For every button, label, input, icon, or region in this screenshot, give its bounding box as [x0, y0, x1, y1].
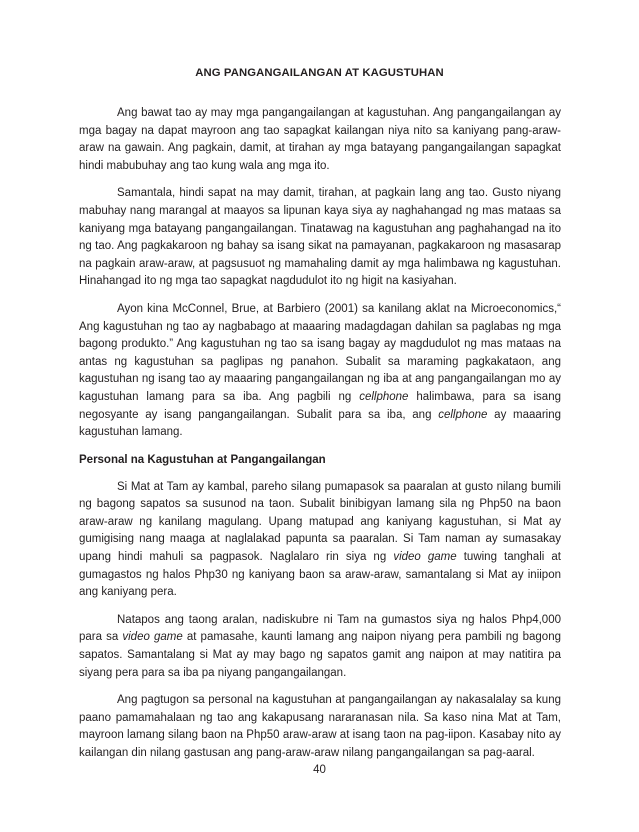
paragraph-1: Ang bawat tao ay may mga pangangailangan at kagustuhan. Ang pangangailangan ay mga bagay na dapat mayroon ang tao sapagkat kailangan niya nito sa kaniyang pang-araw-araw na gawain. Ang pagkain, damit, at tirahan ay mga batayang pangangailangan sapagkat hindi mabubuhay ang tao kung wala ang mga ito. [79, 107, 561, 172]
paragraph-4 [79, 479, 561, 602]
paragraph-5-part-b: at pamasahe, kaunti lamang ang naipon niyang pera pambili ng bagong sapatos. Samantalang si Mat ay may bago ng sapatos gamit ang naipon at may natitira pa siyang pera para sa iba pa niyang pangangailangan. [79, 631, 561, 679]
page-number: 40 [313, 764, 326, 776]
paragraph-3-part-b: halimbawa, para sa isang negosyante ay isang pangangailangan. Subalit para sa iba, ang [79, 390, 561, 421]
paragraph-5 [79, 612, 561, 682]
emphasis-video-game-1: video game [393, 550, 457, 563]
emphasis-cellphone-2: cellphone [438, 408, 488, 421]
section-intro [79, 105, 561, 452]
page-title: ANG PANGANGAILANGAN AT KAGUSTUHAN [195, 67, 444, 79]
paragraph-3 [79, 301, 561, 442]
paragraph-6: Ang pagtugon sa personal na kagustuhan at pangangailangan ay nakasalalay sa kung paano pamamahalaan ng tao ang kakapusang nararanasan nila. Sa kaso nina Mat at Tam, mayroon lamang silang baon na Php50 araw-araw at isang taon na pag-iipon. Kasabay nito ay kailangan din nilang gastusan ang pang-araw-araw nilang pangangailangan sa pag-aaral. [79, 694, 561, 759]
section-personal [79, 452, 561, 773]
paragraph-3-part-a: Ayon kina McConnel, Brue, at Barbiero (2001) sa kanilang aklat na Microeconomics,“ Ang kagustuhan ng tao ay nagbabago at maaaring madagdagan dahilan sa paglabas ng mga bagong produkto.” Ang kagustuhan ng tao sa isang bagay ay magdudulot ng mas mataas na antas ng kagustuhan sa paglipas ng panahon. Subalit sa maraming pagkakataon, ang kagustuhan ng isang tao ay maaaring pangangailangan ng iba at ang pangangailangan mo ay kagustuhan lamang para sa iba. Ang pagbili ng [79, 302, 561, 403]
paragraph-4-part-a: Si Mat at Tam ay kambal, pareho silang pumapasok sa paaralan at gusto nilang bumili ng bagong sapatos sa susunod na taon. Subalit binibigyan lamang sila ng Php50 na baon araw-araw ng kanilang magulang. Upang matupad ang kaniyang kagustuhan, si Mat ay gumigising nang maaga at naglalakad papunta sa paaralan. Si Tam naman ay sumasakay upang hindi mahuli sa pagpasok. Naglalaro rin siya ng [79, 480, 561, 563]
section-heading: Personal na Kagustuhan at Pangangailangan [79, 454, 326, 466]
emphasis-cellphone-1: cellphone [359, 390, 409, 403]
paragraph-5-part-a: Natapos ang taong aralan, nadiskubre ni Tam na gumastos siya ng halos Php4,000 para sa [79, 613, 561, 644]
paragraph-2: Samantala, hindi sapat na may damit, tirahan, at pagkain lang ang tao. Gusto niyang mabuhay nang marangal at maayos sa lipunan kaya siya ay naghahangad ng mas mataas sa kaniyang mga batayang pangangailangan. Tinatawag na kagustuhan ang paghahangad na ito ng tao. Ang pagkakaroon ng bahay sa isang sikat na pamayanan, pagkakaroon ng masasarap na pagkain araw-araw, at pagsusuot ng mamahaling damit ay mga halimbawa ng kagustuhan. Hinahangad ito ng mga tao sapagkat nagdudulot ito ng higit na kasiyahan. [79, 187, 561, 288]
paragraph-3-part-c: ay maaaring kagustuhan lamang. [79, 408, 561, 439]
paragraph-4-part-b: tuwing tanghali at gumagastos ng halos Php30 ng kaniyang baon sa araw-araw, samantalang si Mat ay iniipon ang kaniyang pera. [79, 550, 562, 599]
emphasis-video-game-2: video game [122, 631, 183, 644]
